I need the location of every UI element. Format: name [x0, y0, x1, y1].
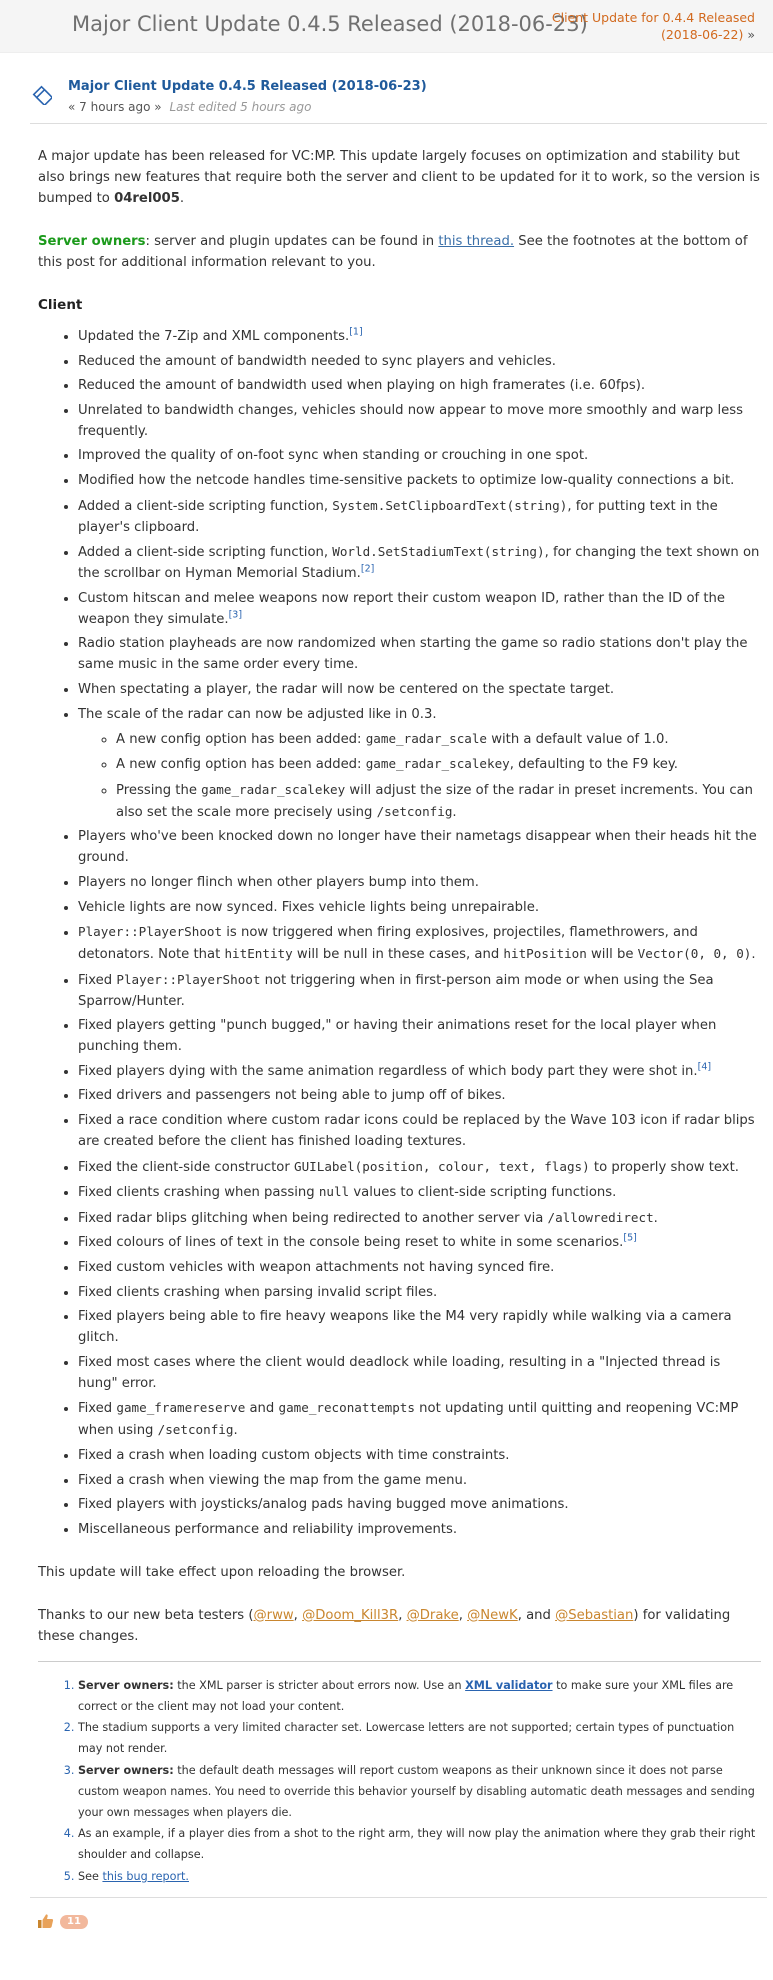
- code-snippet: System.SetClipboardText(string): [332, 497, 568, 513]
- client-heading: Client: [38, 297, 83, 313]
- code-snippet: World.SetStadiumText(string): [332, 544, 545, 560]
- radar-sublist: [78, 728, 761, 823]
- topic-title: Major Client Update 0.4.5 Released (2018-06-23): [72, 12, 588, 36]
- list-item: • Fixed game_framereserve and game_reconattempts not updating until quitting and reopening VC:MP when using /setconfig.: [78, 1397, 761, 1441]
- list-item: • Custom hitscan and melee weapons now report their custom weapon ID, rather than the ID of the weapon they simulate.[3]: [78, 588, 761, 630]
- post-footer: [30, 1897, 767, 1937]
- post-meta: [68, 100, 311, 114]
- list-item: • Added a client-side scripting function, World.SetStadiumText(string), for changing the text shown on the scrollbar on Hyman Memorial Stadium.[2]: [78, 541, 761, 584]
- server-thread-link[interactable]: this thread.: [438, 234, 515, 249]
- code-snippet: game_radar_scalekey: [201, 781, 346, 797]
- version-code: 04rel005: [114, 191, 180, 206]
- list-item: • Fixed a crash when viewing the map from the game menu.: [78, 1470, 761, 1491]
- post-edited: Last edited 5 hours ago: [169, 100, 312, 114]
- list-item: • Players no longer flinch when other players bump into them.: [78, 872, 761, 893]
- list-item: • Reduced the amount of bandwidth needed to sync players and vehicles.: [78, 351, 761, 372]
- list-item: • Fixed custom vehicles with weapon attachments not having synced fire.: [78, 1257, 761, 1278]
- list-item: • Fixed most cases where the client would deadlock while loading, resulting in a "Injected thread is hung" error.: [78, 1352, 761, 1394]
- list-item: • Fixed clients crashing when passing null values to client-side scripting functions.: [78, 1181, 761, 1203]
- code-snippet: null: [318, 1184, 350, 1200]
- footnote-ref[interactable]: [2]: [360, 563, 375, 575]
- list-item: • When spectating a player, the radar will now be centered on the spectate target.: [78, 679, 761, 700]
- list-item: • Modified how the netcode handles time-sensitive packets to optimize low-quality connections a bit.: [78, 470, 761, 491]
- code-snippet: GUILabel(position, colour, text, flags): [294, 1158, 590, 1174]
- list-item: • Fixed players being able to fire heavy weapons like the M4 very rapidly while walking via a camera glitch.: [78, 1306, 761, 1348]
- code-snippet: game_radar_scale: [365, 730, 488, 746]
- next-topic-link[interactable]: [535, 9, 755, 43]
- footnote-ref[interactable]: [1]: [349, 326, 363, 338]
- intro-paragraph: [38, 146, 761, 209]
- code-snippet: game_reconattempts: [278, 1400, 415, 1416]
- list-item: • Player::PlayerShoot is now triggered when firing explosives, projectiles, flamethrowers, and detonators. Note that hitEntity will be null in these cases, and hitPosition will be Vector(0, 0, 0).: [78, 921, 761, 965]
- mention-link[interactable]: @Sebastian: [555, 1607, 634, 1623]
- xml-validator-link[interactable]: XML validator: [465, 1678, 553, 1692]
- list-item: • Fixed a crash when loading custom objects with time constraints.: [78, 1445, 761, 1466]
- list-item: • Reduced the amount of bandwidth used when playing on high framerates (i.e. 60fps).: [78, 375, 761, 396]
- list-item: • Fixed Player::PlayerShoot not triggering when in first-person aim mode or when using the Sea Sparrow/Hunter.: [78, 969, 761, 1012]
- list-item: • Fixed radar blips glitching when being redirected to another server via /allowredirect.: [78, 1207, 761, 1229]
- footnote-ref[interactable]: [5]: [623, 1233, 637, 1245]
- footnote-item: 1. Server owners: the XML parser is stricter about errors now. Use an XML validator to make sure your XML files are correct or the client may not load your content.: [78, 1675, 761, 1717]
- topic-header: [0, 0, 773, 53]
- thanks-paragraph: Thanks to our new beta testers (@rww, @Doom_Kill3R, @Drake, @NewK, and @Sebastian) for validating these changes.: [38, 1607, 731, 1644]
- footnote-ref[interactable]: [3]: [228, 609, 243, 621]
- post-header: [30, 53, 767, 124]
- list-item: • Fixed players dying with the same animation regardless of which body part they were shot in.[4]: [78, 1061, 761, 1082]
- footnotes: [38, 1661, 761, 1887]
- list-item: ◦ Pressing the game_radar_scalekey will adjust the size of the radar in preset increments. You can also set the scale more precisely using /setconfig.: [116, 779, 761, 823]
- post-body: [0, 146, 773, 1647]
- list-item: • Miscellaneous performance and reliability improvements.: [78, 1519, 761, 1540]
- list-item: • Updated the 7-Zip and XML components.[1]: [78, 326, 761, 347]
- thumbs-up-icon[interactable]: [37, 1913, 54, 1929]
- list-item: ◦ A new config option has been added: game_radar_scale with a default value of 1.0.: [116, 728, 761, 750]
- list-item: • Fixed players getting "punch bugged," or having their animations reset for the local player when punching them.: [78, 1015, 761, 1057]
- footnote-ref[interactable]: [4]: [697, 1061, 712, 1073]
- code-snippet: hitPosition: [503, 946, 587, 962]
- post-title-link[interactable]: Major Client Update 0.4.5 Released (2018-06-23): [68, 79, 427, 94]
- list-item: • Fixed drivers and passengers not being able to jump off of bikes.: [78, 1085, 761, 1106]
- code-snippet: Vector(0, 0, 0): [637, 946, 752, 962]
- mention-link[interactable]: @rww: [253, 1607, 294, 1623]
- list-item: • Fixed colours of lines of text in the console being reset to white in some scenarios.[5]: [78, 1232, 761, 1253]
- list-item: • Unrelated to bandwidth changes, vehicles should now appear to move more smoothly and warp less frequently.: [78, 400, 761, 442]
- intro-text: A major update has been released for VC:MP. This update largely focuses on optimization and stability but also brings new features that require both the server and client to be updated for it to work, so the version is bumped to: [38, 149, 760, 206]
- server-owners-paragraph: [38, 231, 761, 273]
- server-owners-text-2: See the footnotes at the bottom of this post for additional information relevant to you.: [38, 234, 748, 270]
- footnote-item: 3. Server owners: the default death messages will report custom weapons as their unknown since it does not parse custom weapon names. You need to override this behavior yourself by disabling automatic death messages and sending your own messages when players die.: [78, 1760, 761, 1823]
- server-owners-label: Server owners: [38, 234, 146, 249]
- list-item: • Players who've been knocked down no longer have their nametags disappear when their heads hit the ground.: [78, 826, 761, 868]
- code-snippet: /allowredirect: [547, 1209, 654, 1225]
- changes-list: [38, 326, 761, 1540]
- list-item: • The scale of the radar can now be adjusted like in 0.3. ◦ A new config option has been added: game_radar_scale with a default value of 1.0. ◦ A new config option has been added: game_radar_scalekey, defaulting to the F9 key. ◦ Pressing the game_radar_scalekey will adjust the size of the radar in preset increments. You can also set the scale more precisely using /setconfig.: [78, 704, 761, 823]
- footnote-item: 2. The stadium supports a very limited character set. Lowercase letters are not supported; certain types of punctuation may not render.: [78, 1717, 761, 1759]
- list-item: • Fixed clients crashing when parsing invalid script files.: [78, 1282, 761, 1303]
- list-item: ◦ A new config option has been added: game_radar_scalekey, defaulting to the F9 key.: [116, 753, 761, 775]
- list-item: • Vehicle lights are now synced. Fixes vehicle lights being unrepairable.: [78, 897, 761, 918]
- bug-report-link[interactable]: this bug report.: [102, 1869, 189, 1883]
- code-snippet: /setconfig: [157, 1422, 234, 1438]
- code-snippet: /setconfig: [376, 803, 453, 819]
- next-topic-label[interactable]: Client Update for 0.4.4 Released (2018-06-22): [551, 10, 755, 42]
- server-owners-text: : server and plugin updates can be found in: [145, 234, 439, 249]
- code-snippet: Player::PlayerShoot: [78, 924, 223, 940]
- footnote-item: 5. See this bug report.: [78, 1866, 761, 1887]
- post-icon: [32, 85, 52, 105]
- code-snippet: game_radar_scalekey: [365, 756, 510, 772]
- list-item: • Improved the quality of on-foot sync when standing or crouching in one spot.: [78, 445, 761, 466]
- mention-link[interactable]: @NewK: [467, 1607, 518, 1623]
- list-item: • Fixed a race condition where custom radar icons could be replaced by the Wave 103 icon if radar blips are created before the client has finished loading textures.: [78, 1110, 761, 1152]
- code-snippet: Player::PlayerShoot: [116, 971, 261, 987]
- like-count-badge[interactable]: 11: [60, 1915, 88, 1929]
- code-snippet: game_framereserve: [116, 1400, 246, 1416]
- code-snippet: hitEntity: [224, 946, 293, 962]
- list-item: • Radio station playheads are now randomized when starting the game so radio stations don't play the same music in the same order every time.: [78, 633, 761, 675]
- intro-end: .: [179, 191, 185, 206]
- mention-link[interactable]: @Drake: [406, 1607, 459, 1623]
- list-item: • Fixed players with joysticks/analog pads having bugged move animations.: [78, 1494, 761, 1515]
- list-item: • Added a client-side scripting function, System.SetClipboardText(string), for putting text in the player's clipboard.: [78, 495, 761, 538]
- list-item: • Fixed the client-side constructor GUILabel(position, colour, text, flags) to properly show text.: [78, 1156, 761, 1178]
- post-age[interactable]: « 7 hours ago »: [68, 100, 162, 114]
- effect-note: This update will take effect upon reloading the browser.: [38, 1564, 406, 1580]
- next-arrow-icon[interactable]: »: [747, 27, 755, 42]
- mention-link[interactable]: @Doom_Kill3R: [302, 1607, 399, 1623]
- footnote-item: 4. As an example, if a player dies from a shot to the right arm, they will now play the animation where they grab their right shoulder and collapse.: [78, 1823, 761, 1865]
